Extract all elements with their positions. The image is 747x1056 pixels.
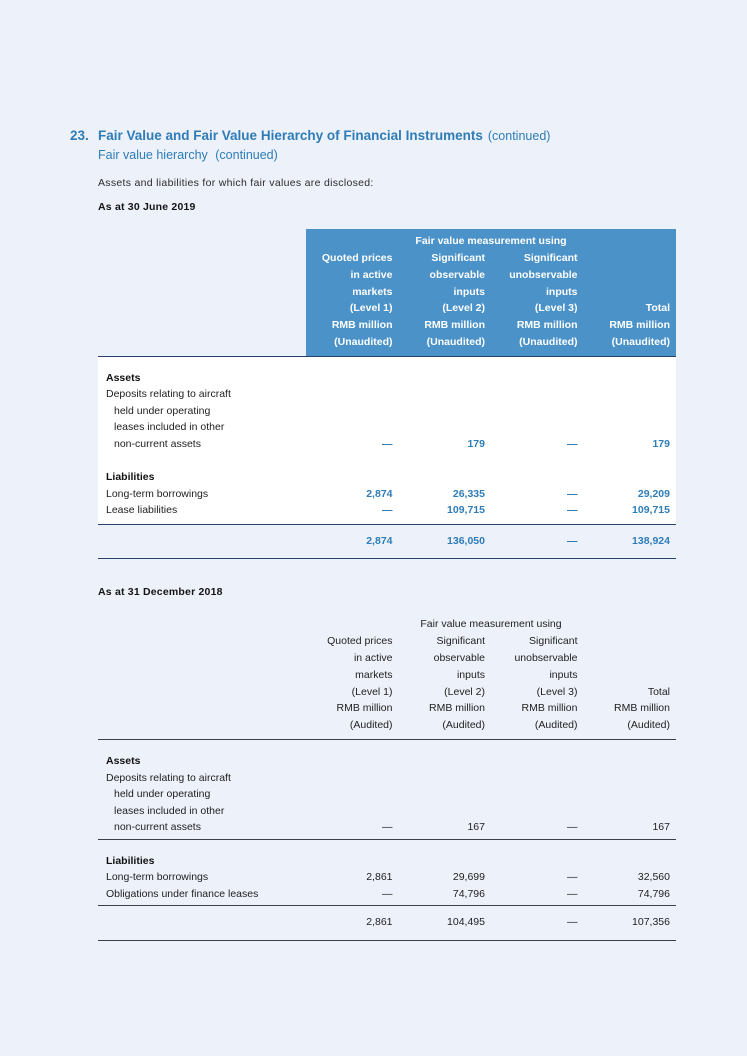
header-line: (Unaudited) (611, 335, 670, 348)
header-line (584, 250, 677, 267)
section-heading (70, 128, 677, 143)
date-label-2018: As at 31 December 2018 (98, 586, 223, 599)
header-line: markets (355, 668, 393, 681)
section-subheading (98, 148, 677, 162)
header-line: (Level 2) (444, 685, 485, 698)
cell-total: 29,209 (637, 487, 670, 500)
table-header-2018 (98, 610, 676, 740)
cell-level1: 2,861 (366, 916, 393, 929)
cell-level2: 74,796 (452, 887, 485, 900)
header-line: Total (647, 685, 670, 698)
header-line: RMB million (516, 319, 578, 332)
column-header-level2 (399, 633, 492, 734)
cell-level2: 179 (467, 437, 485, 450)
table-row (98, 819, 676, 836)
header-line: inputs (546, 285, 578, 298)
table-row (98, 469, 676, 486)
header-line: in active (350, 268, 393, 281)
header-line (584, 650, 677, 667)
cell-level2: 167 (467, 821, 485, 834)
header-line (584, 267, 677, 284)
header-line: (Audited) (627, 719, 670, 732)
header-line: (Audited) (349, 719, 393, 732)
header-line: (Level 1) (351, 685, 393, 698)
row-label: Long-term borrowings (106, 871, 209, 884)
header-line: inputs (549, 668, 578, 681)
header-line: unobservable (509, 268, 578, 281)
cell-level2: 104,495 (447, 916, 485, 929)
header-line: Significant (436, 635, 485, 648)
header-line: (Unaudited) (334, 335, 393, 348)
column-headers (306, 633, 676, 734)
fair-value-table-2018 (98, 610, 676, 940)
cell-level3: — (567, 534, 578, 547)
assets-section-label: Assets (106, 371, 141, 384)
header-line: (Level 3) (536, 685, 578, 698)
header-line: observable (429, 268, 485, 281)
table-row (98, 419, 676, 436)
header-line: RMB million (424, 319, 485, 332)
row-label: leases included in other (114, 804, 225, 817)
table-row (98, 753, 676, 770)
header-line: Significant (529, 635, 578, 648)
total-row-2018 (98, 906, 676, 941)
header-line: (Audited) (442, 719, 485, 732)
cell-total: 74,796 (637, 887, 670, 900)
header-line: (Level 1) (349, 302, 393, 315)
row-label: non-current assets (114, 821, 201, 834)
table-row (98, 370, 676, 387)
header-line: Quoted prices (327, 635, 393, 648)
cell-level1: — (382, 437, 393, 450)
header-line: unobservable (514, 652, 578, 665)
row-label (98, 533, 306, 550)
header-line: inputs (456, 668, 485, 681)
table-row (98, 403, 676, 420)
header-line: Significant (523, 252, 578, 264)
header-line: (Level 3) (534, 302, 578, 315)
table-row (98, 436, 676, 453)
measurement-title: Fair value measurement using (420, 618, 562, 631)
header-label-spacer (98, 610, 306, 739)
column-header-level1 (306, 250, 399, 351)
page-content (70, 128, 677, 941)
cell-level2: 136,050 (447, 534, 485, 547)
cell-level3: — (567, 437, 578, 450)
table-row (98, 886, 676, 903)
spacer (98, 840, 676, 853)
cell-total: 167 (652, 821, 670, 834)
header-line: Total (645, 302, 670, 315)
row-label: Lease liabilities (106, 504, 178, 517)
header-line: RMB million (613, 702, 670, 715)
cell-level3: — (567, 487, 578, 500)
header-line: RMB million (336, 702, 393, 715)
header-line: Significant (431, 252, 485, 264)
header-block-2019 (306, 229, 676, 356)
table-row (98, 386, 676, 403)
cell-level1: — (382, 504, 393, 517)
liabilities-section-label: Liabilities (106, 471, 155, 484)
header-line: Quoted prices (321, 252, 393, 264)
spacer (98, 452, 676, 469)
subheading-text: Fair value hierarchy (98, 148, 208, 162)
cell-level3: — (567, 916, 578, 929)
intro-text: Assets and liabilities for which fair values are disclosed: (98, 177, 374, 189)
column-header-total (584, 633, 677, 734)
header-line: RMB million (428, 702, 485, 715)
section-title-continued: (continued) (487, 129, 551, 143)
column-header-total (584, 250, 677, 351)
column-headers (306, 250, 676, 351)
cell-level2: 29,699 (452, 871, 485, 884)
cell-total: 109,715 (632, 504, 670, 517)
header-line (584, 633, 677, 650)
cell-level1: 2,874 (366, 534, 393, 547)
header-block-2018 (306, 610, 676, 739)
cell-level1: 2,861 (366, 871, 393, 884)
spacer (98, 740, 676, 753)
cell-level3: — (567, 821, 578, 834)
cell-total: 138,924 (632, 534, 670, 547)
table-row (98, 803, 676, 820)
header-line: (Level 2) (442, 302, 485, 315)
cell-level1: 2,874 (366, 487, 393, 500)
header-line: (Unaudited) (519, 335, 578, 348)
header-line (584, 667, 677, 684)
row-label: held under operating (114, 404, 211, 417)
header-line: RMB million (609, 319, 670, 332)
cell-level1: — (382, 887, 393, 900)
header-line: markets (352, 285, 393, 298)
table-row (98, 770, 676, 787)
header-line: (Unaudited) (426, 335, 485, 348)
header-line: (Audited) (534, 719, 578, 732)
assets-section-label: Assets (106, 755, 141, 768)
header-line: RMB million (521, 702, 578, 715)
header-line: inputs (453, 285, 485, 298)
row-label: Deposits relating to aircraft (106, 388, 231, 401)
total-row-2019 (98, 525, 676, 560)
cell-level2: 109,715 (447, 504, 485, 517)
header-line: observable (433, 652, 485, 665)
header-line: RMB million (331, 319, 393, 332)
row-label: Long-term borrowings (106, 487, 209, 500)
cell-level3: — (567, 504, 578, 517)
cell-total: 32,560 (637, 871, 670, 884)
section-number: 23. (70, 128, 89, 143)
row-label: held under operating (114, 788, 211, 801)
header-line: in active (353, 652, 393, 665)
table-body-2019 (98, 357, 676, 525)
row-label (98, 914, 306, 931)
cell-level2: 26,335 (452, 487, 485, 500)
column-header-level3 (491, 250, 584, 351)
table-row (98, 786, 676, 803)
table-row (98, 853, 676, 870)
date-label-2019: As at 30 June 2019 (98, 201, 196, 213)
row-label: Obligations under finance leases (106, 887, 259, 900)
column-header-level1 (306, 633, 399, 734)
header-label-spacer (98, 229, 306, 356)
cell-level3: — (567, 871, 578, 884)
row-label: leases included in other (114, 421, 225, 434)
fair-value-table-2019 (98, 229, 676, 559)
table-row (98, 486, 676, 503)
table-row (98, 869, 676, 886)
row-label: Deposits relating to aircraft (106, 771, 231, 784)
table-header-2019 (98, 229, 676, 357)
row-label: non-current assets (114, 437, 201, 450)
liabilities-section-label: Liabilities (106, 854, 155, 867)
cell-total: 179 (652, 437, 670, 450)
column-header-level3 (491, 633, 584, 734)
subheading-continued: (continued) (215, 148, 278, 162)
cell-level1: — (382, 821, 393, 834)
header-line (584, 284, 677, 301)
cell-total: 107,356 (632, 916, 670, 929)
cell-level3: — (567, 887, 578, 900)
column-header-level2 (399, 250, 492, 351)
table-row (98, 502, 676, 519)
section-title: Fair Value and Fair Value Hierarchy of Financial Instruments (98, 128, 483, 143)
measurement-title: Fair value measurement using (415, 235, 567, 247)
